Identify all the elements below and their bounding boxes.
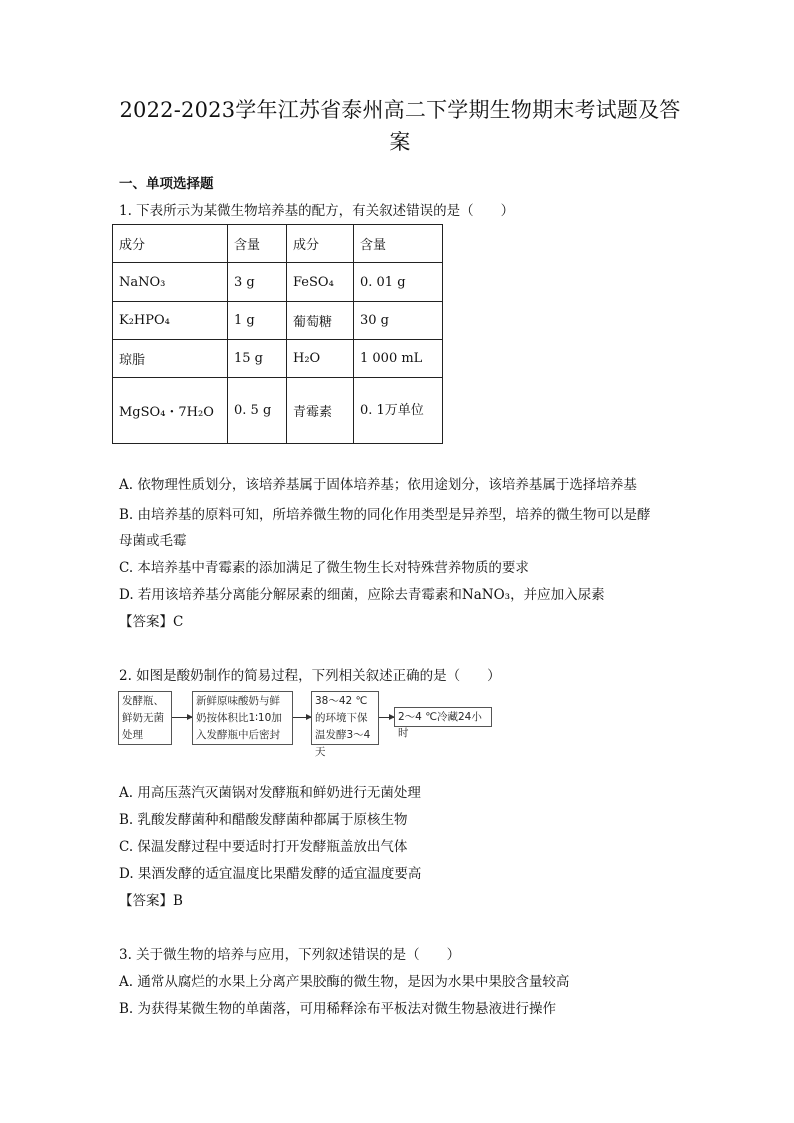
flow-step-4: 2～4 ℃冷藏24小时 — [394, 707, 492, 727]
q1-option-c: C. 本培养基中青霉素的添加满足了微生物生长对特殊营养物质的要求 — [119, 560, 529, 576]
section-heading: 一、单项选择题 — [119, 176, 214, 192]
q1-answer: 【答案】C — [119, 614, 184, 630]
q3-stem: 3. 关于微生物的培养与应用，下列叙述错误的是（ ） — [119, 947, 461, 963]
table-header-cell: 含量 — [228, 225, 287, 263]
table-row — [113, 302, 443, 340]
table-row — [113, 263, 443, 302]
yogurt-flow-diagram — [118, 691, 678, 758]
q2-stem: 2. 如图是酸奶制作的简易过程，下列相关叙述正确的是（ ） — [119, 668, 501, 684]
table-header-cell: 含量 — [354, 225, 443, 263]
title-line-2: 案 — [389, 130, 411, 154]
flow-step-1: 发酵瓶、鲜奶无菌处理 — [118, 691, 172, 745]
table-cell: H₂O — [287, 340, 354, 378]
table-cell: K₂HPO₄ — [113, 302, 228, 340]
document-title — [100, 94, 700, 158]
flow-step-3: 38～42 ℃的环境下保温发酵3～4天 — [311, 691, 379, 745]
table-cell: 30 g — [354, 302, 443, 340]
table-cell: NaNO₃ — [113, 263, 228, 302]
table-cell: 0. 01 g — [354, 263, 443, 302]
q1-option-d: D. 若用该培养基分离能分解尿素的细菌，应除去青霉素和NaNO₃，并应加入尿素 — [119, 587, 605, 603]
table-cell: 0. 1万单位 — [354, 378, 443, 444]
q1-option-b: B. 由培养基的原料可知，所培养微生物的同化作用类型是异养型，培养的微生物可以是酵 — [119, 507, 651, 523]
table-cell: 3 g — [228, 263, 287, 302]
q1-option-b-cont: 母菌或毛霉 — [119, 533, 187, 549]
flow-arrow-icon — [172, 717, 192, 718]
flow-arrow-icon — [379, 717, 394, 718]
table-cell: MgSO₄・7H₂O — [113, 378, 228, 444]
q2-option-d: D. 果酒发酵的适宜温度比果醋发酵的适宜温度要高 — [119, 866, 422, 882]
table-header-cell: 成分 — [113, 225, 228, 263]
recipe-table — [112, 224, 443, 444]
table-header-row — [113, 225, 443, 263]
q2-option-b: B. 乳酸发酵菌种和醋酸发酵菌种都属于原核生物 — [119, 812, 408, 828]
table-header-cell: 成分 — [287, 225, 354, 263]
table-cell: 青霉素 — [287, 378, 354, 444]
q1-stem: 1. 下表所示为某微生物培养基的配方，有关叙述错误的是（ ） — [119, 203, 515, 219]
table-cell: 0. 5 g — [228, 378, 287, 444]
flow-arrow-icon — [293, 717, 311, 718]
table-row — [113, 378, 443, 444]
table-cell: 1 000 mL — [354, 340, 443, 378]
q3-option-a: A. 通常从腐烂的水果上分离产果胶酶的微生物，是因为水果中果胶含量较高 — [119, 974, 570, 990]
q3-option-b: B. 为获得某微生物的单菌落，可用稀释涂布平板法对微生物悬液进行操作 — [119, 1001, 557, 1017]
table-cell: 1 g — [228, 302, 287, 340]
title-line-1: 2022-2023学年江苏省泰州高二下学期生物期末考试题及答 — [119, 98, 681, 122]
q1-option-a: A. 依物理性质划分，该培养基属于固体培养基；依用途划分，该培养基属于选择培养基 — [119, 477, 637, 493]
table-cell: 15 g — [228, 340, 287, 378]
q2-option-c: C. 保温发酵过程中要适时打开发酵瓶盖放出气体 — [119, 839, 408, 855]
table-row — [113, 340, 443, 378]
table-cell: 葡萄糖 — [287, 302, 354, 340]
q2-option-a: A. 用高压蒸汽灭菌锅对发酵瓶和鲜奶进行无菌处理 — [119, 785, 421, 801]
table-cell: FeSO₄ — [287, 263, 354, 302]
table-cell: 琼脂 — [113, 340, 228, 378]
flow-step-2: 新鲜原味酸奶与鲜奶按体积比1∶10加入发酵瓶中后密封 — [192, 691, 293, 745]
q2-answer: 【答案】B — [119, 893, 183, 909]
